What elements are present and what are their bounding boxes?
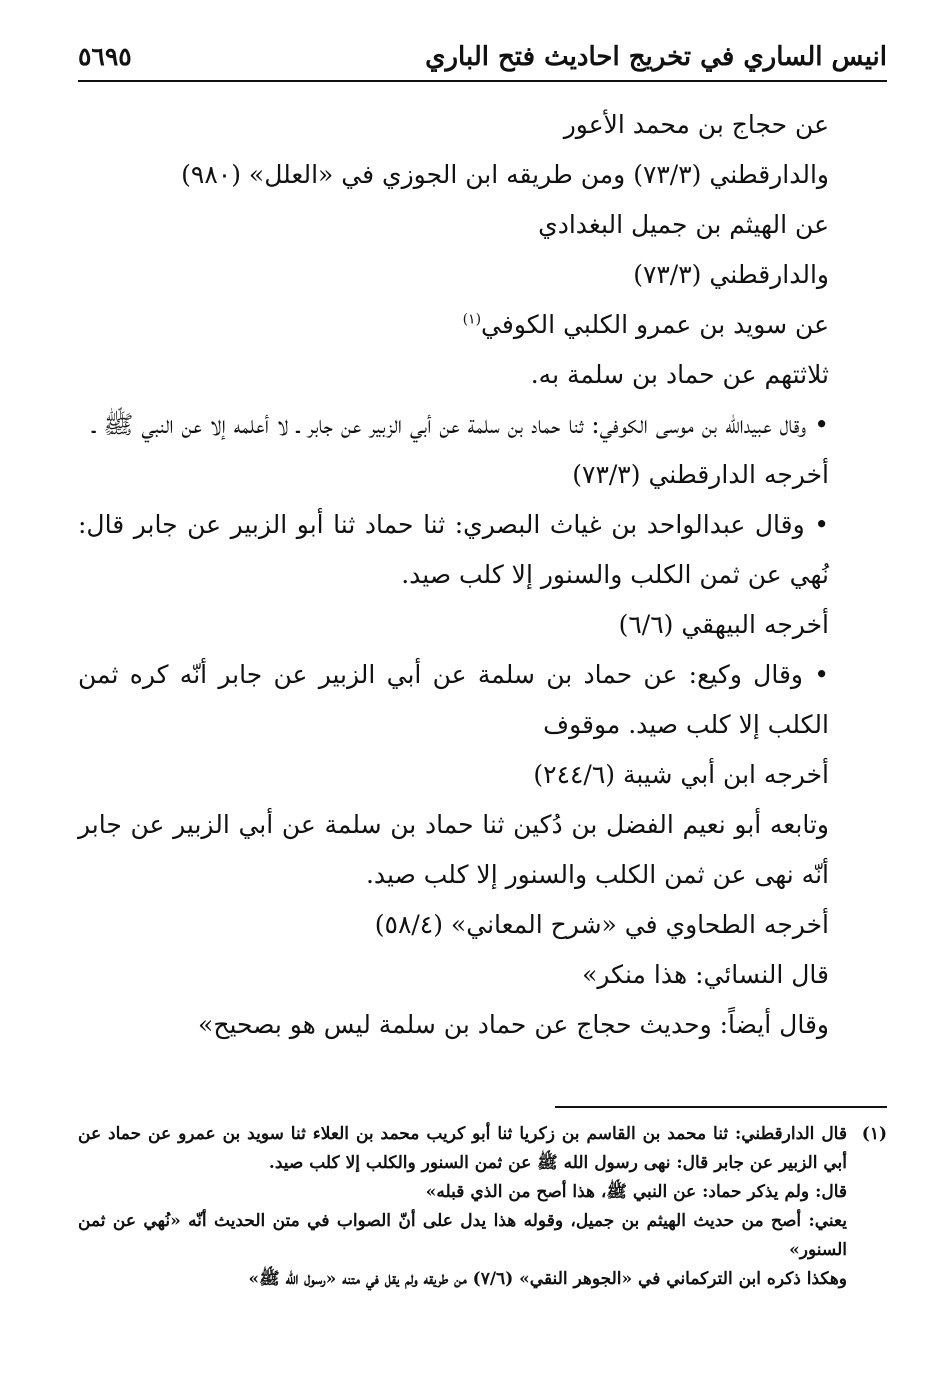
- footnote-line: قال الدارقطني: ثنا محمد بن القاسم بن زكريا ثنا أبو كريب محمد بن العلاء ثنا سويد بن عمرو عن حماد عن أبي الزبير عن جابر قال: نهى رسول الله ﷺ عن ثمن السنور والكلب إلا كلب صيد.: [78, 1124, 847, 1173]
- paragraph: عن حجاج بن محمد الأعور: [563, 110, 829, 139]
- paragraph: • وقال وكيع: عن حماد بن سلمة عن أبي الزبير عن جابر أنّه كره ثمن الكلب إلا كلب صيد. موقوف: [78, 660, 829, 739]
- main-text: [78, 100, 885, 1050]
- paragraph: وقال أيضاً: وحديث حجاج عن حماد بن سلمة ليس هو بصحيح»: [198, 1010, 829, 1039]
- paragraph: والدارقطني (٧٣/٣) ومن طريقه ابن الجوزي في «العلل» (٩٨٠): [181, 160, 829, 189]
- running-title: انيس الساري في تخريج احاديث فتح الباري: [425, 42, 887, 72]
- footnote-line: وهكذا ذكره ابن التركماني في «الجوهر النقي» (٧/٦) من طريقه ولم يقل في متنه «رسول الله ﷺ»: [248, 1269, 847, 1289]
- paragraph: • وقال عبدالواحد بن غياث البصري: ثنا حماد ثنا أبو الزبير عن جابر قال: نُهي عن ثمن الكلب والسنور إلا كلب صيد.: [78, 510, 829, 589]
- paragraph: • وقال عبيدالله بن موسى الكوفي: ثنا حماد بن سلمة عن أبي الزبير عن جابر ـ لا أعلمه إلا عن النبي ﷺ ـ: [92, 410, 829, 439]
- footnote-separator: [555, 1106, 887, 1108]
- paragraph: وتابعه أبو نعيم الفضل بن دُكين ثنا حماد بن سلمة عن أبي الزبير عن جابر أنّه نهى عن ثمن الكلب والسنور إلا كلب صيد.: [78, 810, 829, 889]
- page-number: ٥٦٩٥: [78, 42, 132, 71]
- paragraph: والدارقطني (٧٣/٣): [633, 260, 829, 289]
- paragraph: أخرجه البيهقي (٦/٦): [618, 610, 829, 639]
- paragraph: قال النسائي: هذا منكر»: [582, 960, 829, 989]
- paragraph-text: عن سويد بن عمرو الكلبي الكوفي: [481, 310, 829, 339]
- footnote-line: يعني: أصح من حديث الهيثم بن جميل، وقوله هذا يدل على أنّ الصواب في متن الحديث أنّه «نُهي عن ثمن السنور»: [78, 1211, 847, 1260]
- paragraph: عن الهيثم بن جميل البغدادي: [538, 210, 829, 239]
- paragraph: أخرجه ابن أبي شيبة (٢٤٤/٦): [533, 760, 829, 789]
- footnotes: [78, 1120, 887, 1294]
- paragraph: [78, 300, 885, 350]
- footnote: [78, 1120, 887, 1178]
- footnote-number: (١): [861, 1124, 887, 1144]
- paragraph: ثلاثتهم عن حماد بن سلمة به.: [530, 360, 829, 389]
- paragraph: أخرجه الدارقطني (٧٣/٣): [572, 460, 829, 489]
- footnote-line: قال: ولم يذكر حماد: عن النبي ﷺ، هذا أصح من الذي قبله»: [425, 1182, 847, 1202]
- paragraph: أخرجه الطحاوي في «شرح المعاني» (٥٨/٤): [374, 910, 829, 939]
- page-header: [78, 36, 887, 82]
- footnote-reference: (١): [462, 311, 482, 328]
